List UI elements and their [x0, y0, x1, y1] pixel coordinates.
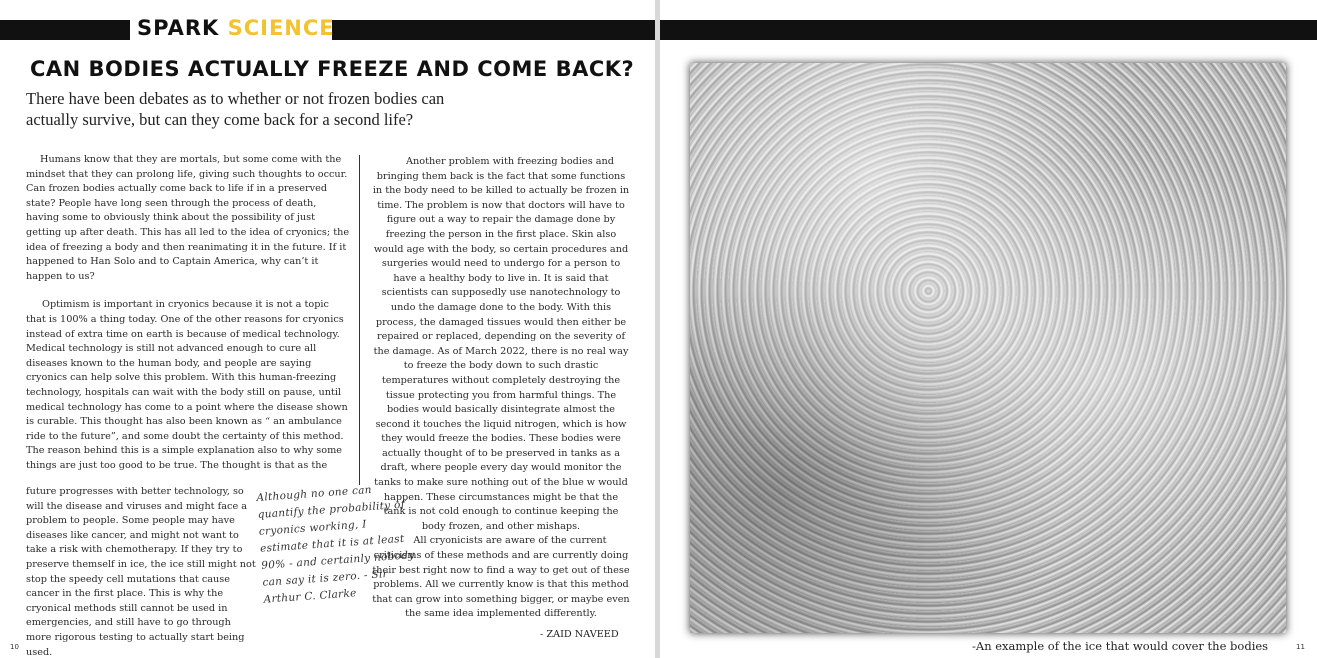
pull-quote: Although no one can quantify the probability of cryonics working, I estimate that it is at least 90% - and certainly nobody can say it is zero. - Sir Arthur C. Clarke — [256, 483, 415, 606]
header-band-left — [0, 20, 130, 40]
header-band-right — [332, 20, 655, 40]
paragraph-optimism: Optimism is important in cryonics because it is not a topic that is 100% a thing today. One of the other reasons for cryonics instead of extra time on earth is because of medical technology. Medical technology is still not advanced enough to cure all diseases known to the human body, and people are saying cryonics can help solve this problem. With this human-freezing technology, hospitals can wait with the body still on pause, until medical technology has come to a point where the disease shown is curable. This thought has also been known as “ an ambulance ride to the future”, and some doubt the certainty of this method. The reason behind this is a simple explanation also to why some things are just too good to be true. The thought is that as the — [26, 299, 348, 471]
author-byline: - ZAID NAVEED — [540, 629, 619, 640]
header-band — [660, 20, 1317, 40]
paragraph-criticisms: All cryonicists are aware of the current criticisms of these methods and are currently doing their best right now to find a way to get out of these problems. All we currently know is that this method that can grow into something bigger, or maybe even the same idea implemented differently. — [372, 535, 630, 620]
page-number-right: 11 — [1296, 643, 1305, 651]
page-number-left: 10 — [10, 643, 19, 651]
left-column — [26, 153, 350, 473]
left-page — [0, 0, 655, 658]
magazine-brand — [137, 16, 335, 44]
left-column-continued — [26, 485, 256, 658]
ice-photo — [690, 63, 1286, 633]
paragraph-problem: Another problem with freezing bodies and bringing them back is the fact that some functions in the body need to be killed to actually be frozen in time. The problem is now that doctors will have to figure out a way to repair the damage done by freezing the person in the first place. Skin also would age with the body, so certain procedures and surgeries would need to undergo for a person to have a healthy body to live in. It is said that scientists can supposedly use nanotechnology to undo the damage done to the body. With this process, the damaged tissues would then either be repaired or replaced, depending on the severity of the damage. As of March 2022, there is no real way to freeze the body down to such drastic temperatures without completely destroying the tissue protecting you from harmful things. The bodies would basically disintegrate almost the second it touches the liquid nitrogen, which is how they would freeze the bodies. These bodies were actually thought of to be preserved in tanks as a draft, where people every day would monitor the tanks to make sure nothing out of the blue w would happen. These circumstances might be that the tank is not cold enough to continue keeping the body frozen, and other mishaps. — [372, 156, 630, 532]
photo-caption: -An example of the ice that would cover the bodies — [972, 639, 1269, 653]
brand-word-science: SCIENCE — [227, 16, 335, 40]
brand-word-spark: SPARK — [137, 16, 220, 40]
paragraph-future: future progresses with better technology, so will the disease and viruses and might face a problem to people. Some people may have diseases like cancer, and might not want to take a risk with chemotherapy. If they try to preserve themself in ice, the ice still might not stop the speedy cell mutations that cause cancer in the first place. This is why the cryonical methods still cannot be used in emergencies, and still have to go through more rigorous testing to actually start being used. — [26, 486, 256, 658]
right-page — [660, 0, 1317, 658]
article-subhead: There have been debates as to whether or not frozen bodies can actually survive, but can they come back for a second life? — [26, 89, 445, 129]
column-divider — [359, 155, 360, 485]
paragraph-intro: Humans know that they are mortals, but some come with the mindset that they can prolong life, giving such thoughts to occur. Can frozen bodies actually come back to life if in a preserved state? People have long seen through the process of death, having some to obviously think about the possibility of just getting up after death. This has all led to the idea of cryonics; the idea of freezing a body and then reanimating it in the future. If it happened to Han Solo and to Captain America, why can’t it happen to us? — [26, 154, 350, 282]
article-headline: CAN BODIES ACTUALLY FREEZE AND COME BACK? — [30, 57, 635, 81]
